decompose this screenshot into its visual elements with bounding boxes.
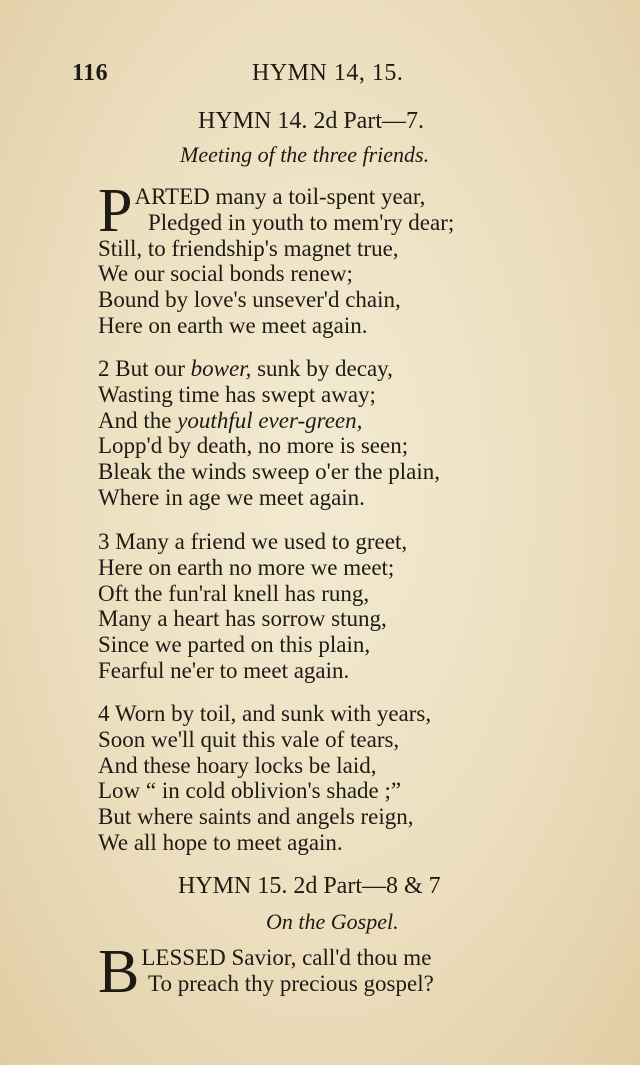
verse-line: Oft the fun'ral knell has rung, (98, 580, 370, 606)
verse-line: Still, to friendship's magnet true, (98, 235, 399, 261)
verse-line: Bound by love's unsever'd chain, (98, 287, 401, 313)
hymn-15-title: HYMN 15. 2d Part—8 & 7 (178, 873, 441, 899)
hymn-14-stanza-2 (98, 356, 440, 511)
hymn-14-stanza-1 (98, 177, 455, 339)
verse-line: Bleak the winds sweep o'er the plain, (98, 459, 441, 485)
verse-line: Wasting time has swept away; (98, 381, 376, 407)
hymn-14-title: HYMN 14. 2d Part—7. (198, 108, 424, 134)
verse-text: 2 But our (98, 356, 191, 381)
verse-text: And the (98, 407, 178, 433)
hymn-14-subtitle: Meeting of the three friends. (180, 142, 430, 167)
hymn-15-stanza-1 (98, 938, 434, 1006)
running-header (72, 60, 592, 100)
verse-line: LESSED Savior, call'd thou me (141, 945, 432, 970)
hymn-14-stanza-4 (98, 701, 431, 856)
verse-line: Lopp'd by death, no more is seen; (98, 433, 409, 459)
verse-line: To preach thy precious gospel? (148, 970, 434, 996)
verse-line: Fearful ne'er to meet again. (98, 657, 350, 683)
verse-line: ARTED many a toil-spent year, (134, 184, 426, 209)
verse-line: 4 Worn by toil, and sunk with years, (98, 701, 432, 726)
verse-emphasis: youthful ever-green, (177, 407, 363, 433)
verse-line: But where saints and angels reign, (98, 804, 414, 830)
hymn-15-subtitle: On the Gospel. (266, 909, 399, 934)
verse-text: sunk by decay, (251, 356, 393, 381)
verse-line: Low “ in cold oblivion's shade ;” (98, 778, 402, 804)
verse-line: We our social bonds renew; (98, 261, 353, 287)
verse-emphasis: bower, (190, 356, 252, 381)
drop-cap: B (98, 938, 140, 1006)
verse-line (98, 408, 440, 434)
verse-line: Since we parted on this plain, (98, 632, 371, 658)
running-title: HYMN 14, 15. (252, 60, 404, 86)
verse-line: Soon we'll quit this vale of tears, (98, 726, 400, 752)
verse-line: Where in age we meet again. (98, 484, 365, 510)
verse-line (98, 356, 440, 382)
page-number: 116 (72, 60, 109, 86)
verse-line: And these hoary locks be laid, (98, 752, 377, 778)
verse-line: Pledged in youth to mem'ry dear; (148, 209, 455, 235)
verse-line: We all hope to meet again. (98, 829, 343, 855)
verse-line: Many a heart has sorrow stung, (98, 606, 387, 632)
drop-cap: P (98, 177, 133, 245)
hymn-14-stanza-3 (98, 529, 407, 684)
verse-line: Here on earth we meet again. (98, 312, 368, 338)
verse-line: 3 Many a friend we used to greet, (98, 529, 408, 554)
verse-line: Here on earth no more we meet; (98, 554, 395, 580)
